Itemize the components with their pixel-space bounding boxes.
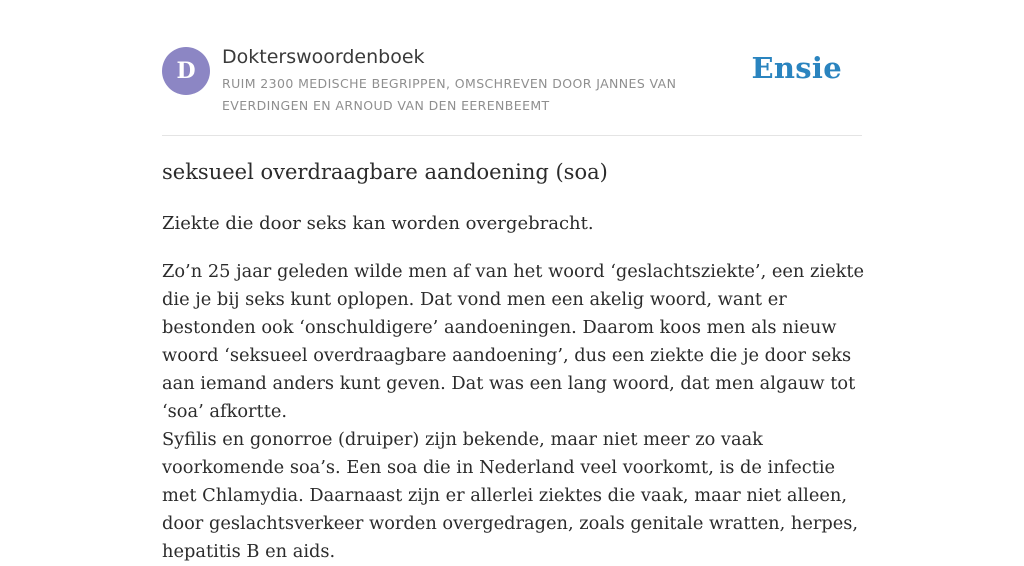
avatar[interactable]: D [162,47,210,95]
body-paragraph: Syfilis en gonorroe (druiper) zijn bekende, maar niet meer zo vaak voorkomende soa’s. Een soa die in Nederland veel voorkomt, is de infectie met Chlamydia. Daarnaast zijn er allerlei ziektes die vaak, maar niet alleen, door geslachtsverkeer worden overgedragen, zoals genitale wratten, herpes, hepatitis B en aids. [162,429,859,562]
page-header [162,0,862,136]
body-paragraph: Zo’n 25 jaar geleden wilde men af van het woord ‘geslachtsziekte’, een ziekte die je bij seks kunt oplopen. Dat vond men een akelig woord, want er bestonden ook ‘onschuldigere’ aandoeningen. Daarom koos men als nieuw woord ‘seksueel overdraagbare aandoening’, dus een ziekte die je door seks aan iemand anders kunt geven. Dat was een lang woord, dat men algauw tot ‘soa’ afkortte. [162,261,865,422]
entry-body [162,258,872,566]
entry-definition: Ziekte die door seks kan worden overgebracht. [162,213,594,234]
book-title-link[interactable]: Dokterswoordenboek [222,46,425,68]
entry-title: seksueel overdraagbare aandoening (soa) [162,160,608,184]
ensie-logo[interactable]: Ensie [751,51,842,85]
book-subtitle: RUIM 2300 MEDISCHE BEGRIPPEN, OMSCHREVEN DOOR JANNES VAN EVERDINGEN EN ARNOUD VAN DEN EERENBEEMT [222,76,677,113]
